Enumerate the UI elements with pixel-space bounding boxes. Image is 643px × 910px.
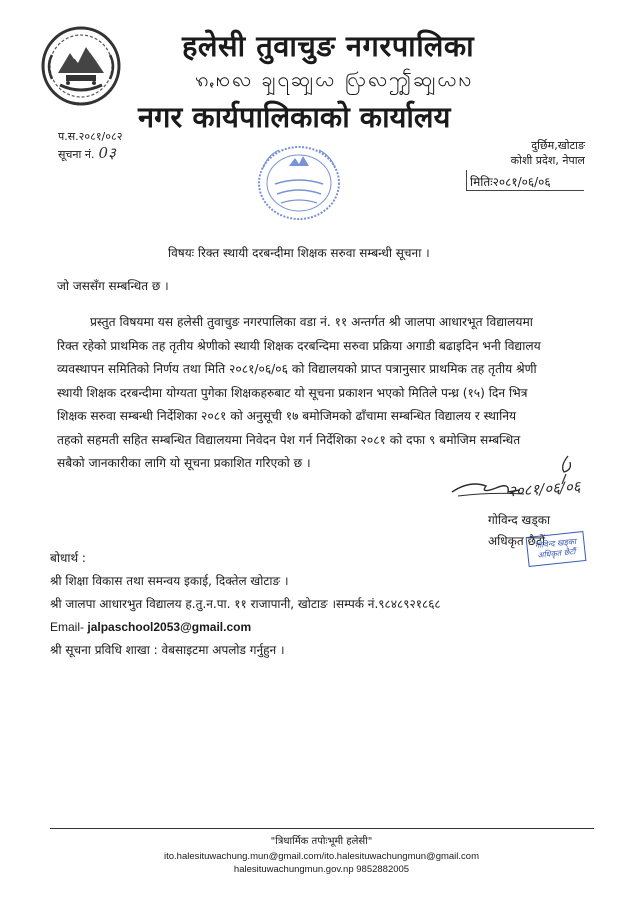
cc-heading: बोधार्थ : <box>50 551 86 565</box>
reference-block <box>58 128 122 163</box>
body-line: सबैको जानकारीका लागि यो सूचना प्रकाशित गरिएको छ । <box>57 456 311 470</box>
signature-stamp-designation: अधिकृत छैटौं <box>537 547 576 560</box>
patra-sankhya: प.स.२०८१/०८२ <box>58 130 123 143</box>
cc-line: श्री सूचना प्रविधि शाखा : वेबसाइटमा अपलोड गर्नुहुन । <box>50 643 285 657</box>
subject-line: विषयः रिक्त स्थायी दरबन्दीमा शिक्षक सरुवा सम्बन्धी सूचना । <box>168 246 430 260</box>
cc-email-line <box>50 616 441 639</box>
date-box-edge <box>466 170 467 190</box>
notice-date <box>470 173 551 190</box>
government-emblem-icon <box>40 25 122 107</box>
date-label: मितिः <box>470 175 493 189</box>
cc-line: श्री जालपा आधारभुत विद्यालय ह.तु.न.पा. ११ राजापानी, खोटाङ ।सम्पर्क नं.९८४८९२१८६८ <box>50 597 441 611</box>
email-label: Email- <box>50 620 85 634</box>
cc-block <box>50 547 441 662</box>
office-round-stamp-icon <box>245 140 353 226</box>
suchana-number: 0३ <box>98 144 116 162</box>
footer-divider <box>50 828 594 829</box>
signatory-name: गोविन्द खड्का <box>488 513 551 527</box>
notice-body <box>57 311 591 476</box>
municipality-name: हलेसी तुवाचुङ नगरपालिका <box>182 29 475 63</box>
body-line: स्थायी शिक्षक दरबन्दीमा योग्यता पुगेका शिक्षकहरुबाट यो सूचना प्रकाशन भएको मितिले पन्ध्र (१५) दिन भित्र <box>57 385 528 400</box>
footer-website-phone: halesituwachungmun.gov.np 9852882005 <box>233 864 410 875</box>
body-line: व्यवस्थापन समितिको निर्णय तथा मिति २०८१/०६/०६ को विद्यालयको प्राप्त पत्रानुसार प्राथमिक तह तृतीय श्रेणी <box>57 362 537 376</box>
suchana-label: सूचना नं. <box>58 148 95 161</box>
signature-stamp <box>526 531 587 567</box>
cc-line: श्री शिक्षा विकास तथा समन्वय इकाई, दिक्तेल खोटाङ । <box>50 574 289 588</box>
signature-stamp-name: गोविन्द खड्का <box>534 536 577 551</box>
handwritten-date: २०८१/०६/०६ <box>507 477 582 501</box>
email-address: jalpaschool2053@gmail.com <box>87 620 252 634</box>
footer-motto: "त्रिधार्मिक तपोःभूमी हलेसी" <box>270 836 373 847</box>
address-line-1: दुर्छिम,खोटाङ <box>531 139 585 152</box>
body-line: तहको सहमती सहित सम्बन्धित विद्यालयमा निवेदन पेश गर्न निर्देशिका २०८१ को दफा ९ बमोजिम सम्बन्धित <box>57 432 521 447</box>
suchana-number-row <box>58 145 122 163</box>
signatory-designation: अधिकृत छैटौं <box>488 534 546 548</box>
date-underline <box>466 190 584 191</box>
office-address <box>511 138 585 168</box>
body-line: शिक्षक सरुवा सम्बन्धी निर्देशिका २०८१ को अनुसूची १७ बमोजिमको ढाँचामा सम्बन्धित विद्यालय र स्थानिय <box>57 409 517 423</box>
address-line-2: कोशी प्रदेश, नेपाल <box>510 154 585 167</box>
greeting: जो जससँग सम्बन्धित छ । <box>57 279 169 293</box>
date-value: २०८१/०६/०६ <box>492 175 551 189</box>
office-name: नगर कार्यपालिकाको कार्यालय <box>138 100 451 134</box>
municipality-name-script: ꩫꩻꩯꩮ ꩾ꩹ꩿꩬ ꩺꩮꩶꩼꩿꩬꩳ <box>195 67 474 91</box>
body-line: रिक्त रहेको प्राथमिक तह तृतीय श्रेणीको स्थायी शिक्षक दरबन्दिमा सरुवा प्रक्रिया अगाडी बढाइदिन भनी विद्यालय <box>57 338 541 353</box>
footer-emails: ito.halesituwachung.mun@gmail.com/ito.halesituwachungmun@gmail.com <box>164 851 479 862</box>
body-line: प्रस्तुत विषयमा यस हलेसी तुवाचुङ नगरपालिका वडा नं. ११ अन्तर्गत श्री जालपा आधारभूत विद्यालयमा <box>90 315 533 329</box>
